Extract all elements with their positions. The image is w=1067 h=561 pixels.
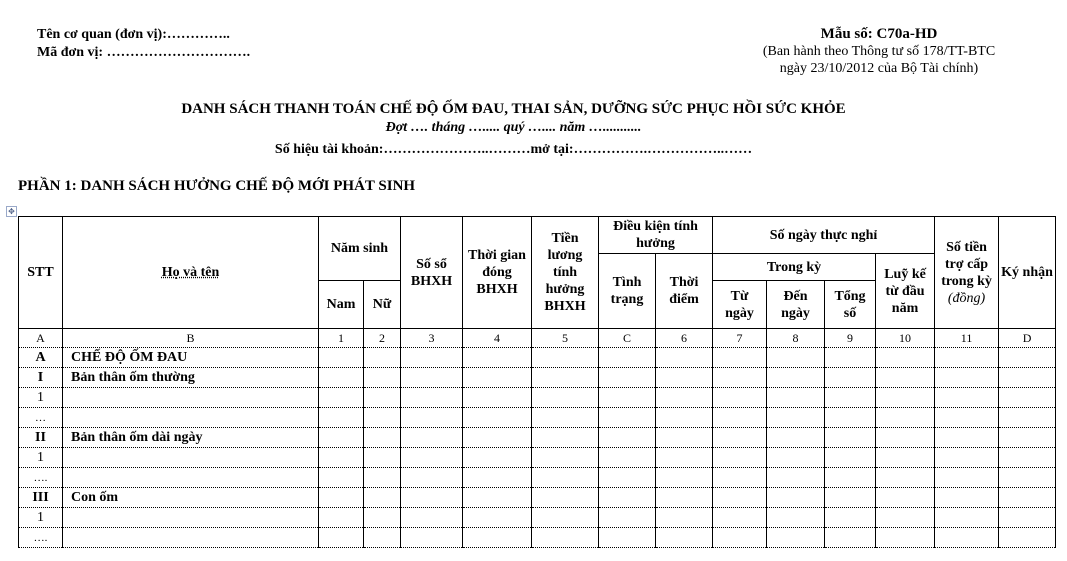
column-number: 2: [364, 329, 401, 348]
row-data-cell[interactable]: [767, 388, 825, 408]
issued-by: (Ban hành theo Thông tư số 178/TT-BTC: [762, 44, 996, 59]
row-data-cell[interactable]: [463, 428, 532, 448]
column-number: D: [999, 329, 1056, 348]
row-name-cell[interactable]: [63, 408, 319, 428]
header-time-point: Thời điểm: [656, 254, 713, 329]
row-data-cell[interactable]: [767, 508, 825, 528]
row-data-cell[interactable]: [767, 408, 825, 428]
row-data-cell[interactable]: [999, 428, 1056, 448]
row-data-cell[interactable]: [532, 348, 599, 368]
row-data-cell[interactable]: [999, 388, 1056, 408]
row-data-cell[interactable]: [364, 488, 401, 508]
row-stt-cell[interactable]: 1: [19, 508, 63, 528]
header-stt: STT: [19, 217, 63, 329]
column-number: C: [599, 329, 656, 348]
row-data-cell[interactable]: [935, 408, 999, 428]
row-data-cell[interactable]: [401, 488, 463, 508]
header-total: Tổng số: [825, 281, 876, 329]
row-data-cell[interactable]: [656, 448, 713, 468]
row-data-cell[interactable]: [463, 408, 532, 428]
row-data-cell[interactable]: [656, 488, 713, 508]
row-stt-cell[interactable]: II: [19, 428, 63, 448]
row-data-cell[interactable]: [767, 488, 825, 508]
row-data-cell[interactable]: [532, 528, 599, 548]
row-data-cell[interactable]: [713, 428, 767, 448]
row-data-cell[interactable]: [532, 508, 599, 528]
row-data-cell[interactable]: [656, 408, 713, 428]
row-name-cell[interactable]: Bản thân ốm thường: [63, 368, 319, 388]
row-data-cell[interactable]: [364, 348, 401, 368]
row-name-cell[interactable]: Bản thân ốm dài ngày: [63, 428, 319, 448]
column-number: 7: [713, 329, 767, 348]
row-data-cell[interactable]: [999, 528, 1056, 548]
row-data-cell[interactable]: [364, 508, 401, 528]
row-data-cell[interactable]: [364, 388, 401, 408]
row-data-cell[interactable]: [767, 528, 825, 548]
row-data-cell[interactable]: [463, 488, 532, 508]
header-allowance-unit: (đồng): [947, 290, 986, 306]
row-data-cell[interactable]: [935, 508, 999, 528]
row-data-cell[interactable]: [599, 348, 656, 368]
row-data-cell[interactable]: [319, 508, 364, 528]
row-data-cell[interactable]: [876, 488, 935, 508]
row-data-cell[interactable]: [713, 348, 767, 368]
account-line: Số hiệu tài khoản:…………………..………mở tại:…………….……………..……: [274, 142, 753, 157]
header-days-off: Số ngày thực nghỉ: [713, 217, 935, 254]
row-data-cell[interactable]: [713, 408, 767, 428]
row-data-cell[interactable]: [935, 348, 999, 368]
table-row: [19, 528, 1056, 548]
row-data-cell[interactable]: [401, 428, 463, 448]
row-data-cell[interactable]: [463, 368, 532, 388]
row-data-cell[interactable]: [935, 468, 999, 488]
row-data-cell[interactable]: [532, 448, 599, 468]
row-data-cell[interactable]: [319, 368, 364, 388]
column-number: 4: [463, 329, 532, 348]
row-data-cell[interactable]: [876, 368, 935, 388]
row-data-cell[interactable]: [656, 348, 713, 368]
row-data-cell[interactable]: [767, 468, 825, 488]
row-data-cell[interactable]: [713, 388, 767, 408]
row-data-cell[interactable]: [599, 408, 656, 428]
table-row: [19, 368, 1056, 388]
row-data-cell[interactable]: [876, 448, 935, 468]
row-data-cell[interactable]: [364, 448, 401, 468]
column-number: 9: [825, 329, 876, 348]
row-data-cell[interactable]: [463, 348, 532, 368]
row-data-cell[interactable]: [401, 468, 463, 488]
row-data-cell[interactable]: [319, 528, 364, 548]
row-data-cell[interactable]: [401, 388, 463, 408]
row-data-cell[interactable]: [364, 428, 401, 448]
period-line: Đợt …. tháng …..... quý ….... năm …...........: [385, 120, 642, 135]
row-data-cell[interactable]: [401, 448, 463, 468]
header-cumulative: Luỹ kế từ đầu năm: [876, 254, 935, 329]
row-data-cell[interactable]: [876, 408, 935, 428]
row-data-cell[interactable]: [463, 528, 532, 548]
row-data-cell[interactable]: [999, 408, 1056, 428]
column-number: 6: [656, 329, 713, 348]
header-left: [37, 26, 250, 62]
row-data-cell[interactable]: [319, 428, 364, 448]
unit-code-line: Mã đơn vị: ………………………….: [37, 45, 251, 60]
row-name-cell[interactable]: Con ốm: [63, 488, 319, 508]
row-data-cell[interactable]: [599, 368, 656, 388]
table-row: [19, 468, 1056, 488]
row-data-cell[interactable]: [935, 388, 999, 408]
row-data-cell[interactable]: [401, 368, 463, 388]
row-data-cell[interactable]: [825, 448, 876, 468]
row-data-cell[interactable]: [656, 528, 713, 548]
row-data-cell[interactable]: [364, 468, 401, 488]
table-row: [19, 408, 1056, 428]
row-data-cell[interactable]: [825, 488, 876, 508]
header-in-period: Trong kỳ: [713, 254, 876, 281]
issued-date: ngày 23/10/2012 của Bộ Tài chính): [779, 61, 979, 76]
row-data-cell[interactable]: [825, 508, 876, 528]
row-data-cell[interactable]: [364, 528, 401, 548]
row-data-cell[interactable]: [463, 468, 532, 488]
row-data-cell[interactable]: [767, 428, 825, 448]
column-number: 3: [401, 329, 463, 348]
row-data-cell[interactable]: [319, 468, 364, 488]
header-from-date: Từ ngày: [713, 281, 767, 329]
table-move-handle-icon[interactable]: ✥: [6, 206, 17, 217]
row-stt-cell[interactable]: 1: [19, 388, 63, 408]
column-number: B: [63, 329, 319, 348]
row-data-cell[interactable]: [825, 528, 876, 548]
row-data-cell[interactable]: [599, 528, 656, 548]
table-body: [19, 329, 1056, 548]
row-data-cell[interactable]: [319, 408, 364, 428]
row-data-cell[interactable]: [935, 428, 999, 448]
column-number: 11: [935, 329, 999, 348]
row-name-cell[interactable]: CHẾ ĐỘ ỐM ĐAU: [63, 348, 319, 368]
agency-name-line: Tên cơ quan (đơn vị):…………..: [37, 27, 230, 42]
row-data-cell[interactable]: [767, 368, 825, 388]
header-contribution-time: Thời gian đóng BHXH: [463, 217, 532, 329]
row-data-cell[interactable]: [825, 348, 876, 368]
row-name-cell[interactable]: [63, 448, 319, 468]
row-data-cell[interactable]: [999, 348, 1056, 368]
row-data-cell[interactable]: [825, 428, 876, 448]
row-data-cell[interactable]: [876, 348, 935, 368]
table-row: [19, 388, 1056, 408]
row-data-cell[interactable]: [401, 508, 463, 528]
row-name-cell[interactable]: [63, 508, 319, 528]
row-stt-cell[interactable]: ….: [19, 528, 63, 548]
row-data-cell[interactable]: [713, 448, 767, 468]
column-number: 10: [876, 329, 935, 348]
table-row: [19, 488, 1056, 508]
header-allowance: [935, 217, 999, 329]
header-allowance-text: Số tiền trợ cấp trong kỳ: [941, 239, 992, 289]
row-data-cell[interactable]: [463, 508, 532, 528]
row-data-cell[interactable]: [319, 348, 364, 368]
header-status: Tình trạng: [599, 254, 656, 329]
row-data-cell[interactable]: [532, 428, 599, 448]
row-data-cell[interactable]: [656, 388, 713, 408]
row-data-cell[interactable]: [599, 388, 656, 408]
row-data-cell[interactable]: [876, 388, 935, 408]
row-data-cell[interactable]: [876, 528, 935, 548]
column-number-row: [19, 329, 1056, 348]
row-data-cell[interactable]: [825, 408, 876, 428]
table-row: [19, 508, 1056, 528]
row-data-cell[interactable]: [532, 408, 599, 428]
row-data-cell[interactable]: [713, 528, 767, 548]
table-row: [19, 428, 1056, 448]
column-number: 1: [319, 329, 364, 348]
row-data-cell[interactable]: [599, 468, 656, 488]
row-data-cell[interactable]: [463, 388, 532, 408]
row-data-cell[interactable]: [599, 448, 656, 468]
row-data-cell[interactable]: [876, 468, 935, 488]
row-data-cell[interactable]: [999, 508, 1056, 528]
row-stt-cell[interactable]: I: [19, 368, 63, 388]
column-number: A: [19, 329, 63, 348]
row-data-cell[interactable]: [463, 448, 532, 468]
row-data-cell[interactable]: [825, 468, 876, 488]
form-number: Mẫu số: C70a-HD: [820, 26, 938, 42]
row-data-cell[interactable]: [876, 508, 935, 528]
row-data-cell[interactable]: [532, 468, 599, 488]
row-name-cell[interactable]: [63, 388, 319, 408]
row-data-cell[interactable]: [532, 488, 599, 508]
column-number: 8: [767, 329, 825, 348]
header-right: [748, 26, 1010, 77]
row-data-cell[interactable]: [401, 528, 463, 548]
row-data-cell[interactable]: [825, 368, 876, 388]
row-name-cell[interactable]: [63, 468, 319, 488]
header-insurance-no: Số sổ BHXH: [401, 217, 463, 329]
row-data-cell[interactable]: [935, 488, 999, 508]
header-conditions: Điều kiện tính hưởng: [599, 217, 713, 254]
header-signature: Ký nhận: [999, 217, 1056, 329]
row-data-cell[interactable]: [767, 348, 825, 368]
payment-table: [18, 216, 1056, 548]
row-data-cell[interactable]: [319, 388, 364, 408]
row-data-cell[interactable]: [935, 528, 999, 548]
document-title: DANH SÁCH THANH TOÁN CHẾ ĐỘ ỐM ĐAU, THAI SẢN, DƯỠNG SỨC PHỤC HỒI SỨC KHỎE: [181, 101, 846, 117]
row-data-cell[interactable]: [364, 408, 401, 428]
row-stt-cell[interactable]: A: [19, 348, 63, 368]
row-data-cell[interactable]: [767, 448, 825, 468]
column-number: 5: [532, 329, 599, 348]
row-stt-cell[interactable]: III: [19, 488, 63, 508]
row-data-cell[interactable]: [713, 468, 767, 488]
row-data-cell[interactable]: [935, 368, 999, 388]
row-data-cell[interactable]: [401, 408, 463, 428]
row-data-cell[interactable]: [935, 448, 999, 468]
row-data-cell[interactable]: [599, 428, 656, 448]
row-data-cell[interactable]: [532, 368, 599, 388]
row-data-cell[interactable]: [713, 488, 767, 508]
header-female: Nữ: [364, 281, 401, 329]
row-data-cell[interactable]: [999, 448, 1056, 468]
row-data-cell[interactable]: [999, 368, 1056, 388]
row-stt-cell[interactable]: 1: [19, 448, 63, 468]
row-stt-cell[interactable]: …: [19, 408, 63, 428]
row-stt-cell[interactable]: ….: [19, 468, 63, 488]
row-data-cell[interactable]: [876, 428, 935, 448]
row-data-cell[interactable]: [532, 388, 599, 408]
row-data-cell[interactable]: [599, 488, 656, 508]
table-row: [19, 348, 1056, 368]
row-data-cell[interactable]: [656, 468, 713, 488]
row-data-cell[interactable]: [319, 448, 364, 468]
row-name-cell[interactable]: [63, 528, 319, 548]
row-data-cell[interactable]: [713, 368, 767, 388]
header-to-date: Đến ngày: [767, 281, 825, 329]
row-data-cell[interactable]: [401, 348, 463, 368]
part1-title: PHẦN 1: DANH SÁCH HƯỞNG CHẾ ĐỘ MỚI PHÁT SINH: [18, 178, 416, 194]
row-data-cell[interactable]: [656, 508, 713, 528]
header-male: Nam: [319, 281, 364, 329]
row-data-cell[interactable]: [825, 388, 876, 408]
row-data-cell[interactable]: [319, 488, 364, 508]
row-data-cell[interactable]: [364, 368, 401, 388]
row-data-cell[interactable]: [599, 508, 656, 528]
row-data-cell[interactable]: [656, 428, 713, 448]
row-data-cell[interactable]: [713, 508, 767, 528]
header-name: Họ và tên: [63, 217, 319, 329]
row-data-cell[interactable]: [999, 488, 1056, 508]
header-birth-year: Năm sinh: [319, 217, 401, 281]
row-data-cell[interactable]: [656, 368, 713, 388]
row-data-cell[interactable]: [999, 468, 1056, 488]
table-row: [19, 448, 1056, 468]
header-salary: Tiền lương tính hưởng BHXH: [532, 217, 599, 329]
